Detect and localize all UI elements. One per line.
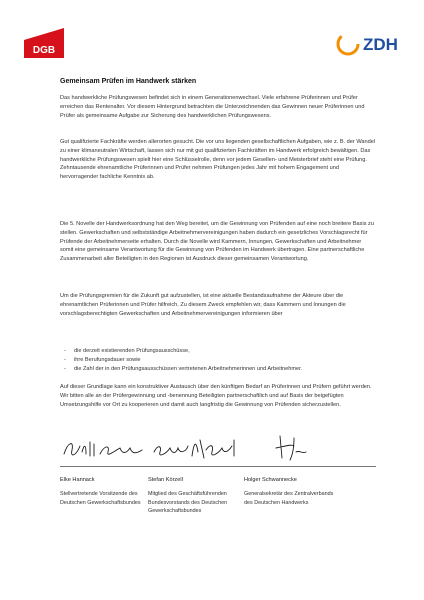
paragraph-amendment: Die 5. Novelle der Handwerksordnung hat den Weg bereitet, um die Gewinnung von Prüfenden auf eine noch breitere Basis zu stellen. Gewerkschaften und selbstständige Arbeitnehmervereinigungen haben dadurch ein gesetzliches Vorschlagsrecht für Prüfende der Arbeitnehmerseite erhalten. Durch die Novelle wird Kammern, Innungen, Gewerkschaften und Arbeitnehmer somit eine gemeinsame Verantwortung für die Gewinnung von Prüfenden im Handwerk übertragen. Eine partnerschaftliche Zusammenarbeit aller Beteiligten in den Regionen ist Ausdruck dieser gemeinsamen Verantwortung. [60,221,374,262]
signatory-name: Holger Schwannecke [244,477,297,483]
list-item-text: ihre Berufungsdauer sowie [74,357,141,363]
signatory-name: Stefan Körzell [148,477,183,483]
list-item-text: die Zahl der in den Prüfungsausschüssen vertretenen Arbeitnehmerinnen und Arbeitnehmer. [74,366,303,372]
svg-text:DGB: DGB [32,45,56,56]
signature-schwannecke [272,432,312,464]
zdh-logo [336,32,402,56]
paragraph-closing: Auf dieser Grundlage kann ein konstruktiver Austausch über den künftigen Bedarf an Prüferinnen und Prüfern geführt werden. Wir bitten alle an der Prüfergewinnung und -benennung Beteiligten partnerschaftlich und auf Basis der beigefügten Umsetzungshilfe vor Ort zu kooperieren und damit auch langfristig die Gewinnung von Prüfenden sicherzustellen. [60,384,372,408]
signature-divider [60,466,376,467]
list-item-text: die derzeit existierenden Prüfungsausschüsse, [74,348,190,354]
dgb-logo [24,28,64,58]
signatory-role: Mitglied des Geschäftsführenden Bundesvorstands des Deutschen Gewerkschaftsbundes [148,491,228,514]
paragraph-recommendation: Um die Prüfungsgremien für die Zukunft gut aufzustellen, ist eine aktuelle Bestandsaufnahme der Akteure über die ehrenamtlichen Prüferinnen und Prüfer hilfreich. Zu diesem Zweck empfehlen wir, dass Kammern und Innungen die vorschlagsberechtigten Gewerkschaften und Arbeitnehmervereinigungen informieren über [60,293,346,317]
list-item: - die derzeit existierenden Prüfungsausschüsse, [64,348,190,354]
page-title: Gemeinsam Prüfen im Handwerk stärken [60,78,197,85]
signatory-role: Generalsekretär des Zentralverbands des Deutschen Handwerks [244,491,334,506]
signature-hannack [60,432,148,464]
paragraph-skilled-workers: Gut qualifizierte Fachkräfte werden allerorten gesucht. Die vor uns liegenden gesellschaftlichen Aufgaben, wie z. B. der Wandel zu einer klimaneutralen Wirtschaft, lassen sich nur mit gut qualifizierten Fachkräften im Handwerk erfolgreich bewältigen. Das handwerkliche Prüfungswesen spielt hier eine Schlüsselrolle, denn vor jedem Gesellen- und Meisterbrief steht eine Prüfung. Zehntausende ehrenamtliche Prüferinnen und Prüfer nehmen Prüfungen jedes Jahr mit hohem Engagement und hervorragender fachliche Kenntnis ab. [60,139,376,180]
signatory-role: Stellvertretende Vorsitzende des Deutschen Gewerkschaftsbundes [60,491,141,506]
signature-koerzell [148,432,240,464]
information-list [60,347,376,374]
paragraph-intro: Das handwerkliche Prüfungswesen befindet sich in einem Generationenwechsel. Viele erfahrene Prüferinnen und Prüfer erreichen das Rentenalter. Vor diesem Hintergrund betrachten die Unterzeichnenden das Gewinnen neuer Prüferinnen und Prüfer als gemeinsame Aufgabe zur Sicherung des handwerklichen Prüfungswesens. [60,95,365,119]
svg-text:ZDH: ZDH [363,35,398,54]
signatory-name: Elke Hannack [60,477,95,483]
list-item: - ihre Berufungsdauer sowie [64,357,141,363]
list-item: - die Zahl der in den Prüfungsausschüssen vertretenen Arbeitnehmerinnen und Arbeitnehmer. [64,366,303,372]
